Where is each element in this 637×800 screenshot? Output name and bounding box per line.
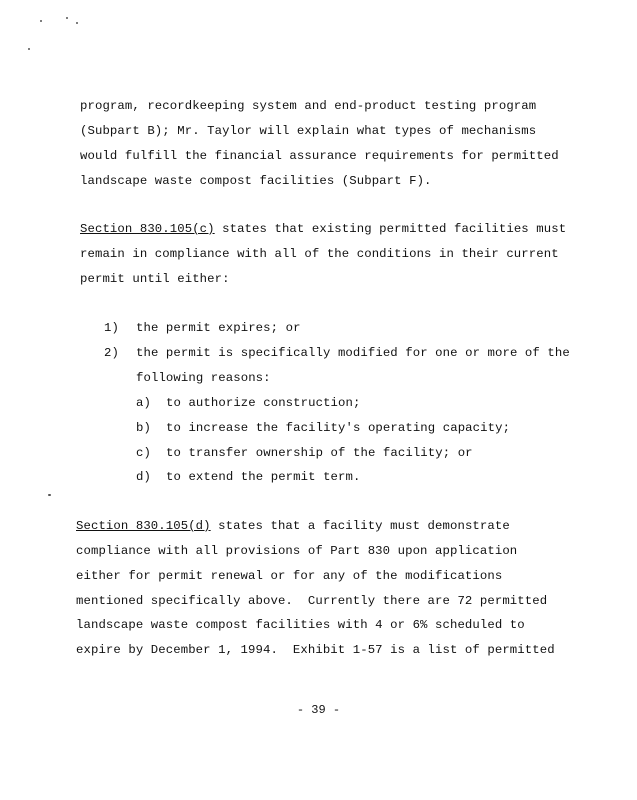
paragraph-line: either for permit renewal or for any of the modifications	[76, 569, 503, 583]
section-text: states that existing permitted facilities must	[214, 222, 567, 236]
paragraph-line: landscape waste compost facilities (Subpart F).	[80, 174, 432, 188]
scan-speck	[76, 22, 78, 24]
paragraph-line: mentioned specifically above. Currently there are 72 permitted	[76, 594, 548, 608]
list-item: following reasons:	[136, 371, 271, 385]
section-d-line	[76, 518, 510, 534]
sublist-item: to authorize construction;	[166, 396, 361, 410]
list-marker: 2)	[104, 346, 119, 360]
scan-speck	[40, 20, 42, 22]
sublist-item: to transfer ownership of the facility; or	[166, 446, 473, 460]
sublist-item: to extend the permit term.	[166, 470, 361, 484]
list-item: the permit is specifically modified for one or more of the	[136, 346, 570, 360]
list-item: the permit expires; or	[136, 321, 301, 335]
page-number: - 39 -	[296, 703, 341, 717]
paragraph-line: permit until either:	[80, 272, 230, 286]
sublist-marker: a)	[136, 396, 151, 410]
scan-speck	[48, 494, 51, 496]
paragraph-line: expire by December 1, 1994. Exhibit 1-57 is a list of permitted	[76, 643, 555, 657]
paragraph-line: (Subpart B); Mr. Taylor will explain what types of mechanisms	[80, 124, 537, 138]
paragraph-line: program, recordkeeping system and end-product testing program	[80, 99, 537, 113]
paragraph-line: would fulfill the financial assurance requirements for permitted	[80, 149, 559, 163]
section-reference: Section 830.105(c)	[80, 222, 215, 236]
sublist-marker: d)	[136, 470, 151, 484]
scan-speck	[66, 17, 68, 19]
sublist-item: to increase the facility's operating capacity;	[166, 421, 511, 435]
paragraph-line: compliance with all provisions of Part 830 upon application	[76, 544, 518, 558]
paragraph-line: remain in compliance with all of the conditions in their current	[80, 247, 559, 261]
scan-speck	[28, 48, 30, 50]
sublist-marker: b)	[136, 421, 151, 435]
paragraph-line: landscape waste compost facilities with 4 or 6% scheduled to	[76, 618, 525, 632]
section-reference: Section 830.105(d)	[76, 519, 211, 533]
section-c-line	[80, 221, 566, 237]
list-marker: 1)	[104, 321, 119, 335]
section-text: states that a facility must demonstrate	[210, 519, 510, 533]
sublist-marker: c)	[136, 446, 151, 460]
